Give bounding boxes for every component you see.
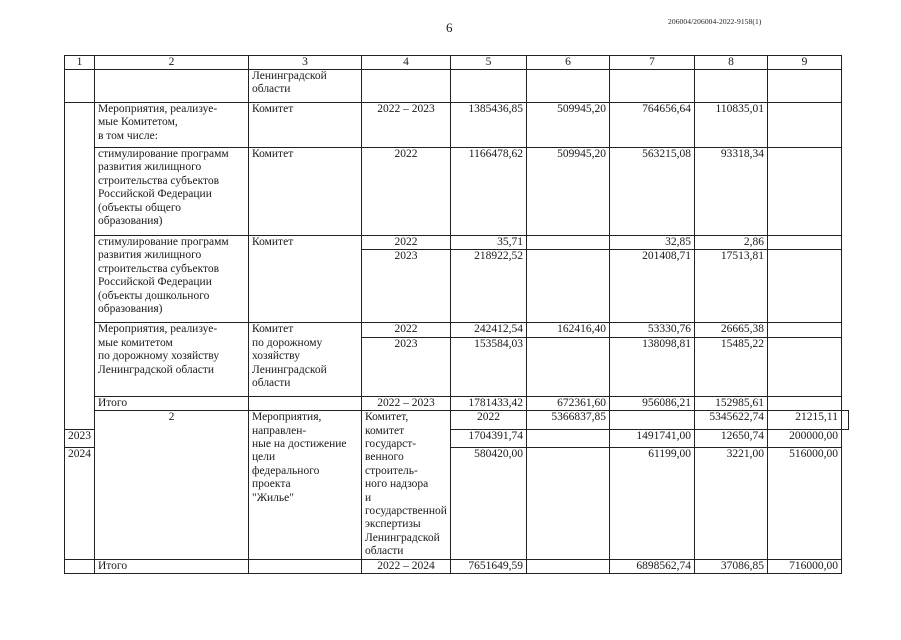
- cell-c7: 138098,81: [609, 337, 694, 396]
- cell-number: [65, 559, 95, 573]
- cell-c9: [767, 337, 841, 396]
- page-number: 6: [446, 20, 453, 35]
- cell-period: 2023: [65, 429, 95, 448]
- cell-c6: [526, 236, 609, 250]
- cell-c7: 201408,71: [609, 250, 694, 323]
- cell-c6: [526, 250, 609, 323]
- cell-c6: 162416,40: [526, 323, 609, 337]
- cell-c8: 152985,61: [694, 396, 767, 410]
- cell-c8: [694, 70, 767, 103]
- cell-number: [65, 70, 95, 103]
- table-row: [65, 103, 849, 148]
- cell-c6: 509945,20: [526, 103, 609, 148]
- cell-c6: [526, 70, 609, 103]
- cell-period: 2022: [362, 236, 451, 250]
- table-row: [65, 323, 849, 337]
- cell-c8: 110835,01: [694, 103, 767, 148]
- header-cell: 7: [609, 56, 694, 70]
- cell-executor: Комитет: [249, 236, 362, 323]
- cell-c5: 580420,00: [450, 448, 526, 559]
- cell-executor: Комитет: [249, 103, 362, 148]
- cell-c9: 516000,00: [767, 448, 841, 559]
- cell-c9: [767, 103, 841, 148]
- cell-executor: Комитет, комитет государст- венного строитель- ного надзора и государственной экспертизы Ленинградской области: [362, 411, 451, 559]
- cell-c9: [767, 396, 841, 410]
- cell-c5: 35,71: [450, 236, 526, 250]
- cell-period: 2023: [362, 337, 451, 396]
- budget-table: [64, 55, 849, 574]
- cell-c8: 3221,00: [694, 448, 767, 559]
- cell-c7: 53330,76: [609, 323, 694, 337]
- cell-description: стимулирование программ развития жилищного строительства субъектов Российской Федерации (объекты дошкольного образования): [95, 236, 249, 323]
- cell-c7: 1491741,00: [609, 429, 694, 448]
- header-cell: 2: [95, 56, 249, 70]
- cell-description: Мероприятия, реализуе- мые Комитетом, в том числе:: [95, 103, 249, 148]
- cell-description: Мероприятия, направлен- ные на достижение цели федерального проекта "Жилье": [249, 411, 362, 559]
- table-row: [65, 236, 849, 250]
- cell-c7: [609, 70, 694, 103]
- cell-executor: [249, 396, 362, 410]
- cell-period: 2023: [362, 250, 451, 323]
- cell-period: [362, 70, 451, 103]
- cell-number: 2: [95, 411, 249, 559]
- cell-c9: [841, 411, 848, 430]
- header-cell: 8: [694, 56, 767, 70]
- cell-c9: [767, 236, 841, 250]
- table-row: [65, 70, 849, 103]
- cell-period: 2022 – 2023: [362, 396, 451, 410]
- header-cell: 3: [249, 56, 362, 70]
- cell-c5: 7651649,59: [450, 559, 526, 573]
- total-row: [65, 559, 849, 573]
- cell-c8: 37086,85: [694, 559, 767, 573]
- cell-c7: 5345622,74: [694, 411, 767, 430]
- cell-c6: 509945,20: [526, 148, 609, 236]
- cell-period: 2022: [362, 323, 451, 337]
- cell-description: Мероприятия, реализуе- мые комитетом по дорожному хозяйству Ленинградской области: [95, 323, 249, 396]
- cell-period: 2022 – 2023: [362, 103, 451, 148]
- cell-c6: 672361,60: [526, 396, 609, 410]
- cell-c9: 200000,00: [767, 429, 841, 448]
- cell-period: 2024: [65, 448, 95, 559]
- cell-description: [95, 70, 249, 103]
- cell-period: 2022: [362, 148, 451, 236]
- cell-executor: Ленинградской области: [249, 70, 362, 103]
- cell-c5: 1781433,42: [450, 396, 526, 410]
- total-row: [65, 396, 849, 410]
- cell-c5: 242412,54: [450, 323, 526, 337]
- cell-executor: Комитет по дорожному хозяйству Ленинградской области: [249, 323, 362, 396]
- cell-c7: 764656,64: [609, 103, 694, 148]
- cell-c5: 1166478,62: [450, 148, 526, 236]
- cell-c9: 716000,00: [767, 559, 841, 573]
- cell-c9: [767, 148, 841, 236]
- header-cell: 6: [526, 56, 609, 70]
- cell-period: 2022 – 2024: [362, 559, 451, 573]
- header-cell: 9: [767, 56, 841, 70]
- cell-c9: [767, 70, 841, 103]
- cell-c7: 563215,08: [609, 148, 694, 236]
- cell-c6: [609, 411, 694, 430]
- cell-c6: [526, 429, 609, 448]
- cell-c8: 2,86: [694, 236, 767, 250]
- cell-description: Итого: [95, 396, 249, 410]
- cell-c7: 6898562,74: [609, 559, 694, 573]
- cell-c8: 17513,81: [694, 250, 767, 323]
- cell-c6: [526, 337, 609, 396]
- cell-c5: 5366837,85: [526, 411, 609, 430]
- cell-c7: 61199,00: [609, 448, 694, 559]
- cell-c6: [526, 559, 609, 573]
- cell-c5: 218922,52: [450, 250, 526, 323]
- cell-c8: 15485,22: [694, 337, 767, 396]
- document-id: 206004/206004-2022-9158(1): [668, 17, 762, 26]
- cell-c5: [450, 70, 526, 103]
- cell-c8: 21215,11: [767, 411, 841, 430]
- cell-c7: 32,85: [609, 236, 694, 250]
- header-cell: 1: [65, 56, 95, 70]
- cell-executor: Комитет: [249, 148, 362, 236]
- cell-c5: 1704391,74: [450, 429, 526, 448]
- cell-c9: [767, 323, 841, 337]
- cell-c8: 93318,34: [694, 148, 767, 236]
- cell-number: [65, 103, 95, 430]
- cell-description: Итого: [95, 559, 249, 573]
- cell-c9: [767, 250, 841, 323]
- header-cell: 4: [362, 56, 451, 70]
- table-row: [65, 148, 849, 236]
- cell-c5: 1385436,85: [450, 103, 526, 148]
- table-row: [65, 411, 849, 430]
- cell-executor: [249, 559, 362, 573]
- cell-c6: [526, 448, 609, 559]
- cell-c8: 26665,38: [694, 323, 767, 337]
- header-row: [65, 56, 849, 70]
- cell-c8: 12650,74: [694, 429, 767, 448]
- cell-period: 2022: [450, 411, 526, 430]
- cell-description: стимулирование программ развития жилищного строительства субъектов Российской Федерации (объекты общего образования): [95, 148, 249, 236]
- cell-c7: 956086,21: [609, 396, 694, 410]
- cell-c5: 153584,03: [450, 337, 526, 396]
- header-cell: 5: [450, 56, 526, 70]
